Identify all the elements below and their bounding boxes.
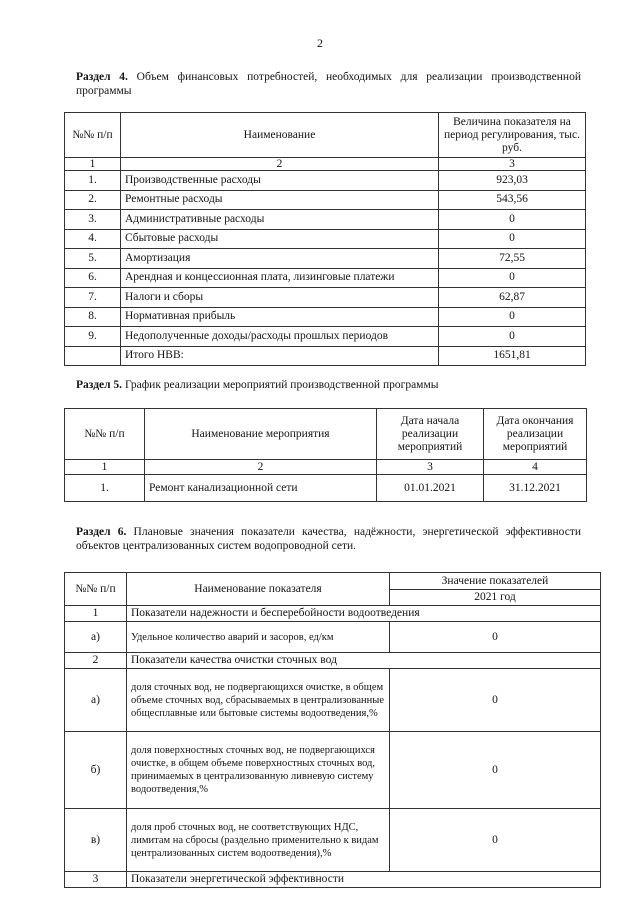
section4-table	[64, 112, 586, 366]
row-number: 1	[65, 606, 127, 622]
total-label: Итого НВВ:	[121, 346, 439, 366]
row-name: Производственные расходы	[121, 171, 439, 191]
row-value: 62,87	[439, 288, 586, 308]
row-value: 0	[390, 809, 601, 872]
table-row	[65, 606, 601, 622]
section6-heading	[76, 525, 581, 553]
table-row	[65, 809, 601, 872]
row-value: 0	[439, 210, 586, 230]
row-value: 0	[390, 732, 601, 809]
row-value: 543,56	[439, 190, 586, 210]
row-number: 7.	[65, 288, 121, 308]
table-row	[65, 288, 586, 308]
header-num: №№ п/п	[65, 573, 127, 606]
row-number: 8.	[65, 307, 121, 327]
row-number: 9.	[65, 327, 121, 347]
col-number: 1	[65, 460, 145, 475]
col-number: 3	[377, 460, 484, 475]
table-row	[65, 732, 601, 809]
header-end-date: Дата окончания реализации мероприятий	[484, 409, 587, 460]
header-start-date: Дата начала реализации мероприятий	[377, 409, 484, 460]
row-value: 0	[439, 268, 586, 288]
table-row	[65, 190, 586, 210]
section4-heading	[76, 70, 581, 98]
row-name: Нормативная прибыль	[121, 307, 439, 327]
section5-table	[64, 408, 587, 502]
row-name: Показатели качества очистки сточных вод	[127, 653, 601, 669]
section4-title: Объем финансовых потребностей, необходимых для реализации производственной программы	[76, 71, 581, 97]
row-name: Показатели энергетической эффективности	[127, 872, 601, 888]
row-number: 4.	[65, 229, 121, 249]
row-number: а)	[65, 622, 127, 653]
row-value: 72,55	[439, 249, 586, 269]
section5-heading	[76, 378, 581, 392]
row-value: 923,03	[439, 171, 586, 191]
row-number: 5.	[65, 249, 121, 269]
header-num: №№ п/п	[65, 409, 145, 460]
col-number: 2	[121, 158, 439, 171]
row-name: Показатели надежности и бесперебойности водоотведения	[127, 606, 601, 622]
table-header-row	[65, 409, 587, 460]
table-row	[65, 210, 586, 230]
header-value: Величина показателя на период регулирования, тыс. руб.	[439, 113, 586, 158]
column-number-row	[65, 158, 586, 171]
row-number: 6.	[65, 268, 121, 288]
row-name: доля поверхностных сточных вод, не подвергающихся очистке, в общем объеме поверхностных сточных вод, принимаемых в централизованную ливневую систему водоотведения,%	[127, 732, 390, 809]
row-name: Административные расходы	[121, 210, 439, 230]
table-row	[65, 872, 601, 888]
section5-title: График реализации мероприятий производственной программы	[122, 379, 439, 391]
row-number: 3.	[65, 210, 121, 230]
table-row	[65, 622, 601, 653]
section4-label: Раздел 4.	[76, 71, 128, 83]
table-row	[65, 307, 586, 327]
table-header-row	[65, 113, 586, 158]
row-name: Сбытовые расходы	[121, 229, 439, 249]
row-value: 0	[439, 327, 586, 347]
header-name: Наименование	[121, 113, 439, 158]
row-name: Ремонт канализационной сети	[145, 475, 377, 502]
section6-table	[64, 572, 601, 888]
section6-label: Раздел 6.	[76, 526, 127, 538]
table-row	[65, 475, 587, 502]
col-number: 4	[484, 460, 587, 475]
row-number: б)	[65, 732, 127, 809]
table-row	[65, 653, 601, 669]
row-name: Ремонтные расходы	[121, 190, 439, 210]
col-number: 1	[65, 158, 121, 171]
row-name: Налоги и сборы	[121, 288, 439, 308]
row-start-date: 01.01.2021	[377, 475, 484, 502]
row-name: доля проб сточных вод, не соответствующих НДС, лимитам на сбросы (раздельно применительно к видам централизованных систем водоотведения),%	[127, 809, 390, 872]
row-name: Недополученные доходы/расходы прошлых периодов	[121, 327, 439, 347]
row-number: 2.	[65, 190, 121, 210]
table-row	[65, 327, 586, 347]
row-value: 0	[439, 229, 586, 249]
column-number-row	[65, 460, 587, 475]
total-empty-cell	[65, 346, 121, 366]
page-number: 2	[317, 36, 323, 50]
table-row	[65, 249, 586, 269]
row-value: 0	[390, 669, 601, 732]
table-row	[65, 229, 586, 249]
row-number: 3	[65, 872, 127, 888]
header-year: 2021 год	[390, 590, 601, 606]
row-number: а)	[65, 669, 127, 732]
header-name: Наименование мероприятия	[145, 409, 377, 460]
row-number: 1.	[65, 475, 145, 502]
table-row	[65, 268, 586, 288]
row-name: Арендная и концессионная плата, лизинговые платежи	[121, 268, 439, 288]
total-row	[65, 346, 586, 366]
row-name: Удельное количество аварий и засоров, ед/км	[127, 622, 390, 653]
row-end-date: 31.12.2021	[484, 475, 587, 502]
section5-label: Раздел 5.	[76, 379, 123, 391]
section6-title: Плановые значения показатели качества, надёжности, энергетической эффективности объектов централизованных систем водопроводной сети.	[76, 526, 582, 552]
col-number: 2	[145, 460, 377, 475]
table-header-row	[65, 573, 601, 590]
total-value: 1651,81	[439, 346, 586, 366]
header-value: Значение показателей	[390, 573, 601, 590]
row-name: Амортизация	[121, 249, 439, 269]
row-value: 0	[439, 307, 586, 327]
col-number: 3	[439, 158, 586, 171]
row-number: 1.	[65, 171, 121, 191]
header-num: №№ п/п	[65, 113, 121, 158]
header-name: Наименование показателя	[127, 573, 390, 606]
row-value: 0	[390, 622, 601, 653]
table-row	[65, 171, 586, 191]
row-number: в)	[65, 809, 127, 872]
table-row	[65, 669, 601, 732]
row-name: доля сточных вод, не подвергающихся очистке, в общем объеме сточных вод, сбрасываемых в централизованные общесплавные или бытовые системы водоотведения,%	[127, 669, 390, 732]
row-number: 2	[65, 653, 127, 669]
